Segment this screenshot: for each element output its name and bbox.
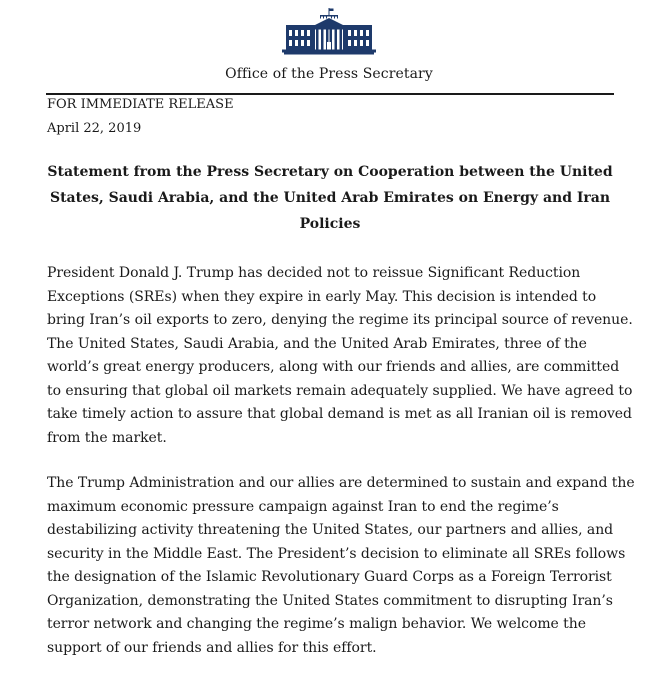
body-paragraph-1: President Donald J. Trump has decided not to reissue Significant Reduction Exceptions (SREs) when they expire in early May. This decision is intended to bring Iran’s oil exports to zero, denying the regime its principal source of revenue. The United States, Saudi Arabia, and the United Arab Emirates, three of the world’s great energy producers, along with our friends and allies, are committed to ensuring that global oil markets remain adequately supplied. We have agreed to take timely action to assure that global demand is met as all Iranian oil is removed from the market. <box>47 265 633 446</box>
release-date: April 22, 2019 <box>47 121 142 136</box>
white-house-logo <box>0 8 658 56</box>
statement-headline: Statement from the Press Secretary on Cooperation between the United States, Saudi Arabia, and the United Arab Emirates on Energy and Iran Policies <box>47 164 613 232</box>
release-label: FOR IMMEDIATE RELEASE <box>47 97 234 112</box>
office-title: Office of the Press Secretary <box>225 66 433 82</box>
white-house-icon <box>282 8 376 56</box>
body-paragraph-2: The Trump Administration and our allies are determined to sustain and expand the maximum economic pressure campaign against Iran to end the regime’s destabilizing activity threatening the United States, our partners and allies, and security in the Middle East. The President’s decision to eliminate all SREs follows the designation of the Islamic Revolutionary Guard Corps as a Foreign Terrorist Organization, demonstrating the United States commitment to disrupting Iran’s terror network and changing the regime’s malign behavior. We welcome the support of our friends and allies for this effort. <box>47 475 635 656</box>
